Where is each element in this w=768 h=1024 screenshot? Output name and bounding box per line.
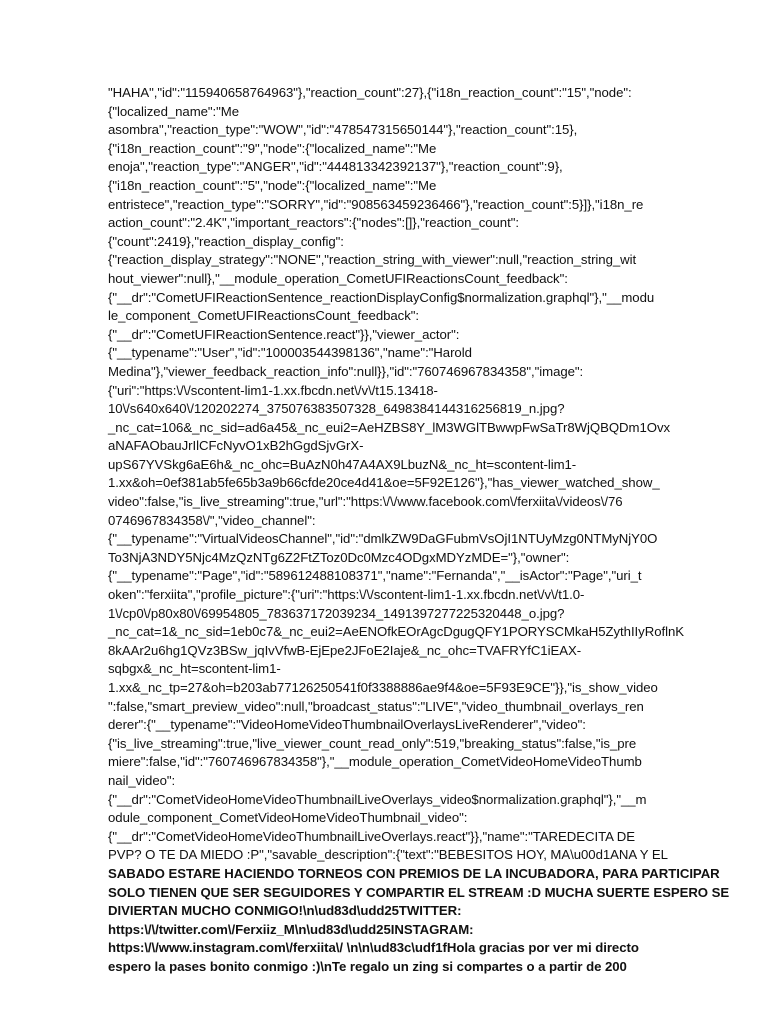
document-line: ":false,"smart_preview_video":null,"broadcast_status":"LIVE","video_thumbnail_overlays_ren xyxy=(108,698,644,714)
document-line: {"__dr":"CometUFIReactionSentence_reactionDisplayConfig$normalization.graphql"},"__modu xyxy=(108,289,655,305)
document-line: {"i18n_reaction_count":"5","node":{"localized_name":"Me xyxy=(108,177,437,193)
document-line: {"uri":"https:\/\/scontent-lim1-1.xx.fbcdn.net\/v\/t15.13418- xyxy=(108,382,438,398)
document-line: {"__typename":"Page","id":"589612488108371","name":"Fernanda","__isActor":"Page","uri_t xyxy=(108,568,642,584)
document-line: odule_component_CometVideoHomeVideoThumbnail_video": xyxy=(108,810,468,826)
document-line: nail_video": xyxy=(108,772,176,788)
document-line: 8kAAr2u6hg1QVz3BSw_jqIvVfwB-EjEpe2JFoE2Iaje&_nc_ohc=TVAFRYfC1iEAX- xyxy=(108,642,582,658)
document-line: hout_viewer":null},"__module_operation_CometUFIReactionsCount_feedback": xyxy=(108,270,568,286)
document-line: upS67YVSkg6aE6h&_nc_ohc=BuAzN0h47A4AX9LbuzN&_nc_ht=scontent-lim1- xyxy=(108,456,577,472)
document-line: asombra","reaction_type":"WOW","id":"478547315650144"},"reaction_count":15}, xyxy=(108,122,578,138)
document-line: {"__typename":"User","id":"100003544398136","name":"Harold xyxy=(108,345,472,361)
document-line: entristece","reaction_type":"SORRY","id":"908563459236466"},"reaction_count":5}]},"i18n_re xyxy=(108,196,644,212)
document-line: _nc_cat=106&_nc_sid=ad6a45&_nc_eui2=AeHZBS8Y_lM3WGlTBwwpFwSaTr8WjQBQDm1Ovx xyxy=(108,419,671,435)
document-line: {"localized_name":"Me xyxy=(108,103,240,119)
document-line: DIVIERTAN MUCHO CONMIGO!\n\ud83d\udd25TWITTER: xyxy=(108,903,462,919)
document-line: derer":{"__typename":"VideoHomeVideoThumbnailOverlaysLiveRenderer","video": xyxy=(108,717,586,733)
document-line: https:\/\/www.instagram.com\/ferxiita\/ \n\n\ud83c\udf1fHola gracias por ver mi directo xyxy=(108,940,639,956)
document-line: miere":false,"id":"760746967834358"},"__module_operation_CometVideoHomeVideoThumb xyxy=(108,754,642,770)
document-line: 1.xx&_nc_tp=27&oh=b203ab77126250541f0f3388886ae9f4&oe=5F93E9CE"}},"is_show_video xyxy=(108,680,658,695)
document-line: {"__dr":"CometUFIReactionSentence.react"}},"viewer_actor": xyxy=(108,326,460,342)
document-line: video":false,"is_live_streaming":true,"url":"https:\/\/www.facebook.com\/ferxiita\/videos\/76 xyxy=(108,494,623,510)
document-line: Medina"},"viewer_feedback_reaction_info":null}},"id":"760746967834358","image": xyxy=(108,363,584,379)
document-line: 0746967834358\/","video_channel": xyxy=(108,512,316,528)
document-line: SABADO ESTARE HACIENDO TORNEOS CON PREMIOS DE LA INCUBADORA, PARA PARTICIPAR xyxy=(108,865,720,881)
document-line: sqbgx&_nc_ht=scontent-lim1- xyxy=(108,661,281,677)
document-line: SOLO TIENEN QUE SER SEGUIDORES Y COMPARTIR EL STREAM :D MUCHA SUERTE ESPERO SE xyxy=(108,884,730,900)
document-line: https:\/\/twitter.com\/Ferxiiz_M\n\ud83d\udd25INSTAGRAM: xyxy=(108,921,474,937)
document-line: 1\/cp0\/p80x80\/69954805_783637172039234_1491397277225320448_o.jpg? xyxy=(108,605,565,621)
document-line: le_component_CometUFIReactionsCount_feedback": xyxy=(108,308,420,324)
document-line: {"is_live_streaming":true,"live_viewer_count_read_only":519,"breaking_status":false,"is_pre xyxy=(108,735,637,751)
document-line: 10\/s640x640\/120202274_375076383507328_6498384144316256819_n.jpg? xyxy=(108,401,565,417)
document-line: 1.xx&oh=0ef381ab5fe65b3a9b66cfde20ce4d41&oe=5F92E126"},"has_viewer_watched_show_ xyxy=(108,475,660,491)
document-line: {"i18n_reaction_count":"9","node":{"localized_name":"Me xyxy=(108,140,437,156)
document-line: {"count":2419},"reaction_display_config": xyxy=(108,233,344,249)
document-line: {"__dr":"CometVideoHomeVideoThumbnailLiveOverlays_video$normalization.graphql"},"__m xyxy=(108,791,647,807)
document-line: {"__dr":"CometVideoHomeVideoThumbnailLiveOverlays.react"}},"name":"TAREDECITA DE xyxy=(108,828,635,844)
document-line: espero la pases bonito conmigo :)\nTe regalo un zing si compartes o a partir de 200 xyxy=(108,958,627,974)
document-line: aNAFAObauJrIlCFcNyvO1xB2hGgdSjvGrX- xyxy=(108,438,364,454)
document-line: _nc_cat=1&_nc_sid=1eb0c7&_nc_eui2=AeENOfkEOrAgcDgugQFY1PORYSCMkaH5ZythIIyRoflnK xyxy=(108,624,684,640)
json-text-block xyxy=(108,84,730,977)
document-line: {"reaction_display_strategy":"NONE","reaction_string_with_viewer":null,"reaction_string_wit xyxy=(108,252,637,268)
document-line: PVP? O TE DA MIEDO :P","savable_description":{"text":"BEBESITOS HOY, MA\u00d1ANA Y EL xyxy=(108,847,668,863)
document-line: {"__typename":"VirtualVideosChannel","id":"dmlkZW9DaGFubmVsOjI1NTUyMzg0NTMyNjY0O xyxy=(108,531,658,547)
document-line: To3NjA3NDY5Njc4MzQzNTg6Z2FtZToz0Dc0Mzc4ODgxMDYzMDE="},"owner": xyxy=(108,549,570,565)
document-line: action_count":"2.4K","important_reactors":{"nodes":[]},"reaction_count": xyxy=(108,215,519,231)
document-line: oken":"ferxiita","profile_picture":{"uri":"https:\/\/scontent-lim1-1.xx.fbcdn.net\/v\/t1.0- xyxy=(108,587,585,603)
document-line: enoja","reaction_type":"ANGER","id":"444813342392137"},"reaction_count":9}, xyxy=(108,159,563,175)
document-line: "HAHA","id":"115940658764963"},"reaction_count":27},{"i18n_reaction_count":"15","node": xyxy=(108,85,632,100)
